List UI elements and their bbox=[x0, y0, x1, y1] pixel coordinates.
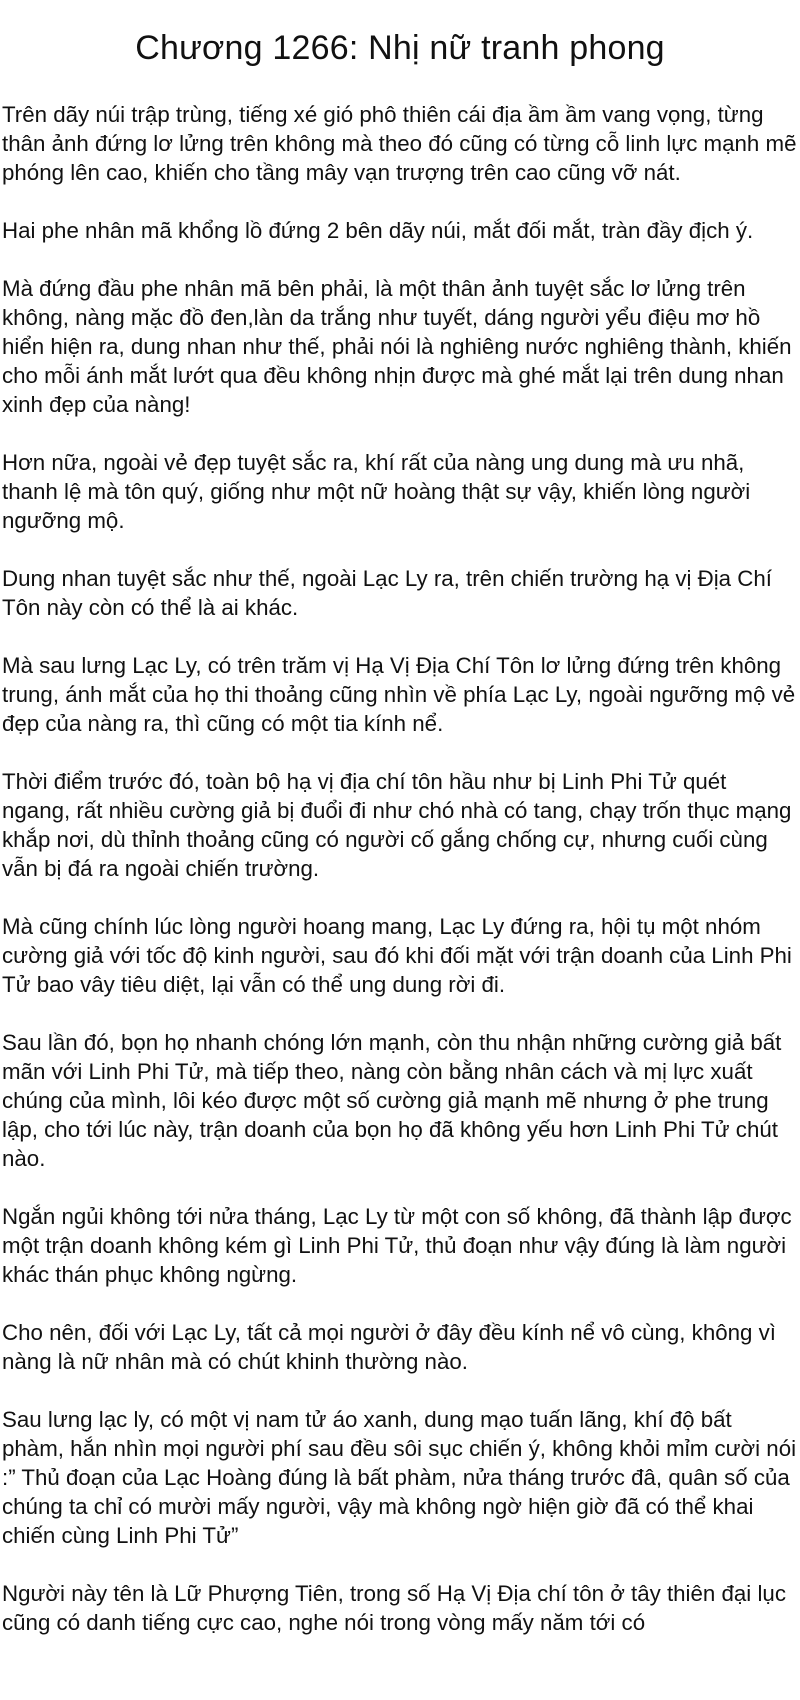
paragraph: Sau lưng lạc ly, có một vị nam tử áo xanh, dung mạo tuấn lãng, khí độ bất phàm, hắn nhìn mọi người phí sau đều sôi sục chiến ý, không khỏi mỉm cười nói :” Thủ đoạn của Lạc Hoàng đúng là bất phàm, nửa tháng trước đâ, quân số của chúng ta chỉ có mười mấy người, vậy mà không ngờ hiện giờ đã có thể khai chiến cùng Linh Phi Tử” bbox=[2, 1407, 797, 1548]
paragraph: Người này tên là Lữ Phượng Tiên, trong số Hạ Vị Địa chí tôn ở tây thiên đại lục cũng có danh tiếng cực cao, nghe nói trong vòng mấy năm tới có bbox=[2, 1581, 786, 1635]
paragraph: Ngắn ngủi không tới nửa tháng, Lạc Ly từ một con số không, đã thành lập được một trận doanh không kém gì Linh Phi Tử, thủ đoạn như vậy đúng là làm người khác thán phục không ngừng. bbox=[2, 1204, 792, 1287]
paragraph: Mà cũng chính lúc lòng người hoang mang, Lạc Ly đứng ra, hội tụ một nhóm cường giả với tốc độ kinh người, sau đó khi đối mặt với trận doanh của Linh Phi Tử bao vây tiêu diệt, lại vẫn có thể ung dung rời đi. bbox=[2, 914, 792, 997]
paragraph: Cho nên, đối với Lạc Ly, tất cả mọi người ở đây đều kính nể vô cùng, không vì nàng là nữ nhân mà có chút khinh thường nào. bbox=[2, 1320, 776, 1374]
chapter-body bbox=[0, 100, 798, 1637]
chapter-title: Chương 1266: Nhị nữ tranh phong bbox=[135, 29, 665, 67]
paragraph: Thời điểm trước đó, toàn bộ hạ vị địa chí tôn hầu như bị Linh Phi Tử quét ngang, rất nhiều cường giả bị đuổi đi như chó nhà có tang, chạy trốn thục mạng khắp nơi, dù thỉnh thoảng cũng có người cố gắng chống cự, nhưng cuối cùng vẫn bị đá ra ngoài chiến trường. bbox=[2, 769, 792, 881]
paragraph: Trên dãy núi trập trùng, tiếng xé gió phô thiên cái địa ầm ầm vang vọng, từng thân ảnh đứng lơ lửng trên không mà theo đó cũng có từng cỗ linh lực mạnh mẽ phóng lên cao, khiến cho tầng mây vạn trượng trên cao cũng vỡ nát. bbox=[2, 102, 797, 185]
paragraph: Hai phe nhân mã khổng lồ đứng 2 bên dãy núi, mắt đối mắt, tràn đầy địch ý. bbox=[2, 218, 754, 243]
paragraph: Mà sau lưng Lạc Ly, có trên trăm vị Hạ Vị Địa Chí Tôn lơ lửng đứng trên không trung, ánh mắt của họ thi thoảng cũng nhìn về phía Lạc Ly, ngoài ngưỡng mộ vẻ đẹp của nàng ra, thì cũng có một tia kính nể. bbox=[2, 653, 796, 736]
paragraph: Dung nhan tuyệt sắc như thế, ngoài Lạc Ly ra, trên chiến trường hạ vị Địa Chí Tôn này còn có thể là ai khác. bbox=[2, 566, 772, 620]
paragraph: Hơn nữa, ngoài vẻ đẹp tuyệt sắc ra, khí rất của nàng ung dung mà ưu nhã, thanh lệ mà tôn quý, giống như một nữ hoàng thật sự vậy, khiến lòng người ngưỡng mộ. bbox=[2, 450, 751, 533]
paragraph: Mà đứng đầu phe nhân mã bên phải, là một thân ảnh tuyệt sắc lơ lửng trên không, nàng mặc đồ đen,làn da trắng như tuyết, dáng người yểu điệu mơ hồ hiển hiện ra, dung nhan như thế, phải nói là nghiêng nước nghiêng thành, khiến cho mỗi ánh mắt lướt qua đều không nhịn được mà ghé mắt lại trên dung nhan xinh đẹp của nàng! bbox=[2, 276, 792, 417]
paragraph: Sau lần đó, bọn họ nhanh chóng lớn mạnh, còn thu nhận những cường giả bất mãn với Linh Phi Tử, mà tiếp theo, nàng còn bằng nhân cách và mị lực xuất chúng của mình, lôi kéo được một số cường giả mạnh mẽ nhưng ở phe trung lập, cho tới lúc này, trận doanh của bọn họ đã không yếu hơn Linh Phi Tử chút nào. bbox=[2, 1030, 782, 1171]
